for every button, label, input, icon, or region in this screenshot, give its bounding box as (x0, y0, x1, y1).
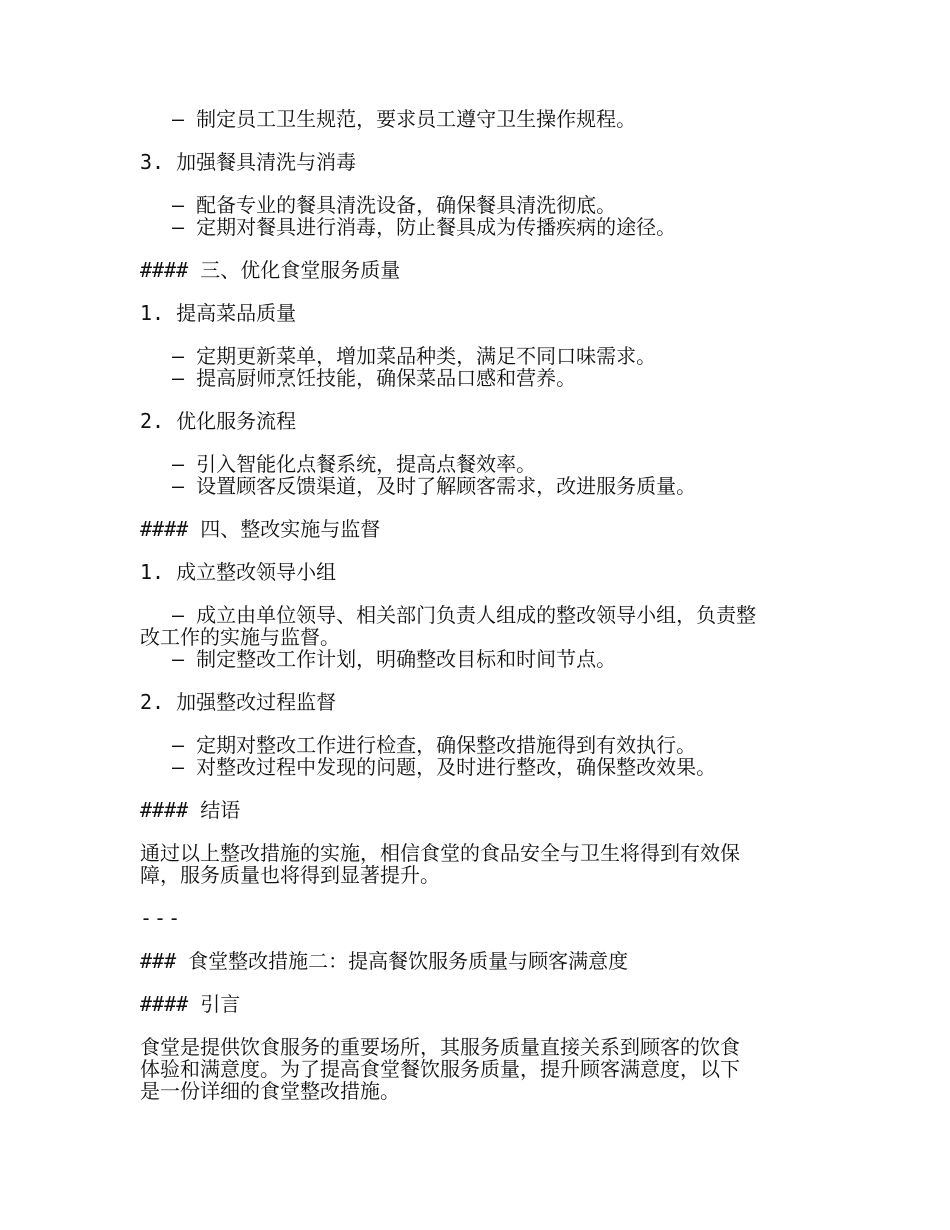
conclusion-para-line-1: 通过以上整改措施的实施，相信食堂的食品安全与卫生将得到有效保 (140, 841, 740, 865)
bullet-chef-skills: – 提高厨师烹饪技能，确保菜品口感和营养。 (172, 366, 577, 390)
bullet-form-group: – 成立由单位领导、相关部门负责人组成的整改领导小组，负责整 (172, 603, 757, 627)
bullet-smart-ordering: – 引入智能化点餐系统，提高点餐效率。 (172, 452, 537, 476)
intro-para-line-1: 食堂是提供饮食服务的重要场所，其服务质量直接关系到顾客的饮食 (140, 1035, 740, 1059)
document-body (140, 108, 820, 1102)
bullet-work-plan: – 制定整改工作计划，明确整改目标和时间节点。 (172, 647, 617, 671)
intro-para-line-2: 体验和满意度。为了提高食堂餐饮服务质量，提升顾客满意度，以下 (140, 1057, 740, 1081)
item-1-dish-quality: 1. 提高菜品质量 (140, 301, 297, 325)
horizontal-rule: --- (140, 906, 183, 930)
item-1-leadership-group: 1. 成立整改领导小组 (140, 560, 337, 584)
bullet-hygiene-rules: – 制定员工卫生规范，要求员工遵守卫生操作规程。 (172, 107, 637, 131)
item-2-supervision: 2. 加强整改过程监督 (140, 690, 337, 714)
bullet-fix-problems: – 对整改过程中发现的问题，及时进行整改，确保整改效果。 (172, 755, 717, 779)
bullet-form-group-cont: 改工作的实施与监督。 (140, 625, 340, 649)
heading-conclusion: #### 结语 (140, 798, 241, 822)
heading-introduction: #### 引言 (140, 992, 241, 1016)
bullet-regular-inspection: – 定期对整改工作进行检查，确保整改措施得到有效执行。 (172, 733, 697, 757)
bullet-feedback-channel: – 设置顾客反馈渠道，及时了解顾客需求，改进服务质量。 (172, 474, 697, 498)
bullet-disinfection: – 定期对餐具进行消毒，防止餐具成为传播疾病的途径。 (172, 215, 677, 239)
heading-section-4: #### 四、整改实施与监督 (140, 517, 381, 541)
intro-para-line-3: 是一份详细的食堂整改措施。 (140, 1079, 400, 1103)
bullet-update-menu: – 定期更新菜单，增加菜品种类，满足不同口味需求。 (172, 344, 657, 368)
item-2-service-flow: 2. 优化服务流程 (140, 409, 297, 433)
heading-measure-two: ### 食堂整改措施二：提高餐饮服务质量与顾客满意度 (140, 949, 629, 973)
heading-section-3: #### 三、优化食堂服务质量 (140, 258, 401, 282)
conclusion-para-line-2: 障，服务质量也将得到显著提升。 (140, 863, 440, 887)
item-3-tableware: 3. 加强餐具清洗与消毒 (140, 150, 357, 174)
bullet-cleaning-equipment: – 配备专业的餐具清洗设备，确保餐具清洗彻底。 (172, 193, 617, 217)
